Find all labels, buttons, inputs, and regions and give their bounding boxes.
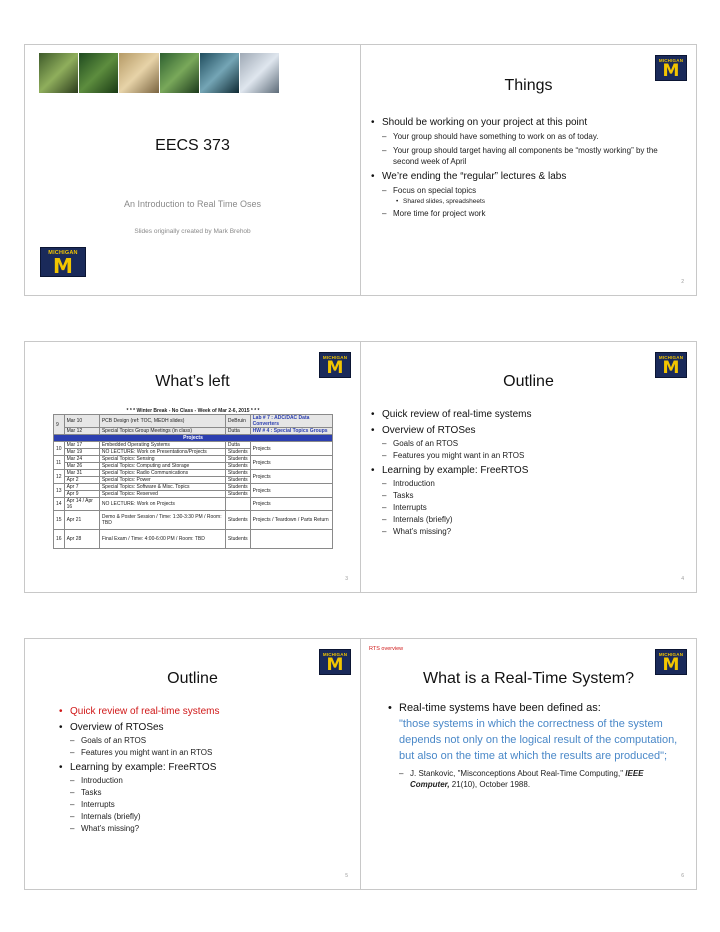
bullet-list <box>371 116 682 219</box>
slide-2 <box>360 44 697 296</box>
bullet: • We’re ending the “regular” lectures & labs <box>371 170 682 183</box>
schedule-table <box>53 408 333 549</box>
slide-title: Things <box>504 77 553 94</box>
slide-credit: Slides originally created by Mark Brehob <box>134 228 251 235</box>
outline-sub-item: – Introduction <box>371 478 682 489</box>
table-row: Apr 9 Special Topics: Reserved Students <box>54 491 333 498</box>
table-row: 13 Apr 7 Special Topics: Software & Misc. Topics Students Projects <box>54 484 333 491</box>
definition-lead: Real-time systems have been defined as: <box>399 702 601 714</box>
outline-sub-item: – What’s missing? <box>59 823 346 834</box>
slide-3 <box>24 341 361 593</box>
definition-quote: "those systems in which the correctness of the system depends not only on the logical result of the computation, but also on the time at which the results are produced"; <box>399 718 678 762</box>
table-row: Mar 19 NO LECTURE: Work on Presentations/Projects Students <box>54 449 333 456</box>
slide-subtitle: An Introduction to Real Time Oses <box>123 199 262 209</box>
bullet <box>388 700 682 764</box>
page-number: 3 <box>345 576 348 582</box>
outline-sub-item: – Introduction <box>59 775 346 786</box>
outline-sub-item: – Interrupts <box>371 502 682 513</box>
slide-title: What’s left <box>155 373 230 390</box>
outline-sub-item: – What’s missing? <box>371 526 682 537</box>
page-number: 5 <box>345 873 348 879</box>
slide-title: What is a Real-Time System? <box>422 670 634 687</box>
slide-5 <box>24 638 361 890</box>
outline-sub-item: – Internals (briefly) <box>371 514 682 525</box>
slide-1 <box>24 44 361 296</box>
outline-item: • Quick review of real-time systems <box>371 408 682 421</box>
table-row: 16 Apr 28 Final Exam / Time: 4:00-6:00 PM / Room: TBD Students <box>54 530 333 549</box>
outline-sub-item: – Tasks <box>371 490 682 501</box>
page-number: 6 <box>681 873 684 879</box>
sub-bullet: – Your group should have something to work on as of today. <box>371 131 682 142</box>
sub-bullet: – Focus on special topics <box>371 185 682 196</box>
michigan-logo: MICHIGAN M <box>319 649 351 675</box>
table-row: Mar 26 Special Topics: Computing and Storage Students <box>54 463 333 470</box>
outline-sub-item: – Features you might want in an RTOS <box>371 450 682 461</box>
outline-item: • Overview of RTOSes <box>59 721 346 734</box>
outline-item: • Quick review of real-time systems <box>59 705 346 718</box>
outline-sub-item: – Interrupts <box>59 799 346 810</box>
outline-item: • Learning by example: FreeRTOS <box>371 464 682 477</box>
michigan-logo: MICHIGAN M <box>655 649 687 675</box>
outline-sub-item: – Internals (briefly) <box>59 811 346 822</box>
bullet: • Should be working on your project at this point <box>371 116 682 129</box>
michigan-logo: MICHIGAN M <box>319 352 351 378</box>
slide-title: Outline <box>503 373 554 390</box>
table-row: 15 Apr 21 Demo & Poster Session / Time: 1:30-3:30 PM / Room: TBD Students Projects / Teardown / Parts Return <box>54 511 333 530</box>
outline-sub-item: – Goals of an RTOS <box>59 735 346 746</box>
citation: – J. Stankovic, "Misconceptions About Real-Time Computing," IEEE Computer, 21(10), October 1988. <box>388 768 682 790</box>
michigan-logo: MICHIGAN M <box>655 55 687 81</box>
outline-sub-item: – Tasks <box>59 787 346 798</box>
michigan-logo: MICHIGAN M <box>655 352 687 378</box>
outline-list <box>371 408 682 537</box>
outline-sub-item: – Features you might want in an RTOS <box>59 747 346 758</box>
outline-item: • Learning by example: FreeRTOS <box>59 761 346 774</box>
slide-4 <box>360 341 697 593</box>
outline-item: • Overview of RTOSes <box>371 424 682 437</box>
page-number: 4 <box>681 576 684 582</box>
slide-title: Outline <box>167 670 218 687</box>
table-note: * * * Winter Break - No Class - Week of Mar 2-6, 2015 * * * <box>126 408 260 414</box>
outline-sub-item: – Goals of an RTOS <box>371 438 682 449</box>
table-row: 14 Apr 14 / Apr 16 NO LECTURE: Work on Projects Projects <box>54 498 333 511</box>
section-tag: RTS overview <box>369 646 404 652</box>
sub-sub-bullet: • Shared slides, spreadsheets <box>371 197 682 206</box>
sub-bullet: – More time for project work <box>371 208 682 219</box>
page-number: 2 <box>681 279 684 285</box>
sub-bullet: – Your group should target having all components be “mostly working” by the second week of April <box>371 145 682 167</box>
table-row: 10 Mar 17 Embedded Operating Systems Dutta Projects <box>54 442 333 449</box>
table-row: Mar 12 Special Topics Group Meetings (in class) Dutta HW # 4 : Special Topics Groups <box>54 428 333 435</box>
table-row: 9 Mar 10 PCB Design (ref: TOC, MEDH slides) DeBruin Lab # 7 : ADC/DAC Data Converters <box>54 415 333 428</box>
title-banner-photo-strip <box>39 53 279 93</box>
table-header-row: Projects <box>54 435 333 442</box>
slide-6 <box>360 638 697 890</box>
table-row: 11 Mar 24 Special Topics: Sensing Students Projects <box>54 456 333 463</box>
table-row: Apr 2 Special Topics: Power Students <box>54 477 333 484</box>
slide-title: EECS 373 <box>155 137 230 154</box>
michigan-logo: MICHIGAN M <box>40 247 86 277</box>
outline-list <box>59 705 346 834</box>
table-row: 12 Mar 31 Special Topics: Radio Communications Students Projects <box>54 470 333 477</box>
bullet-list <box>388 700 682 790</box>
